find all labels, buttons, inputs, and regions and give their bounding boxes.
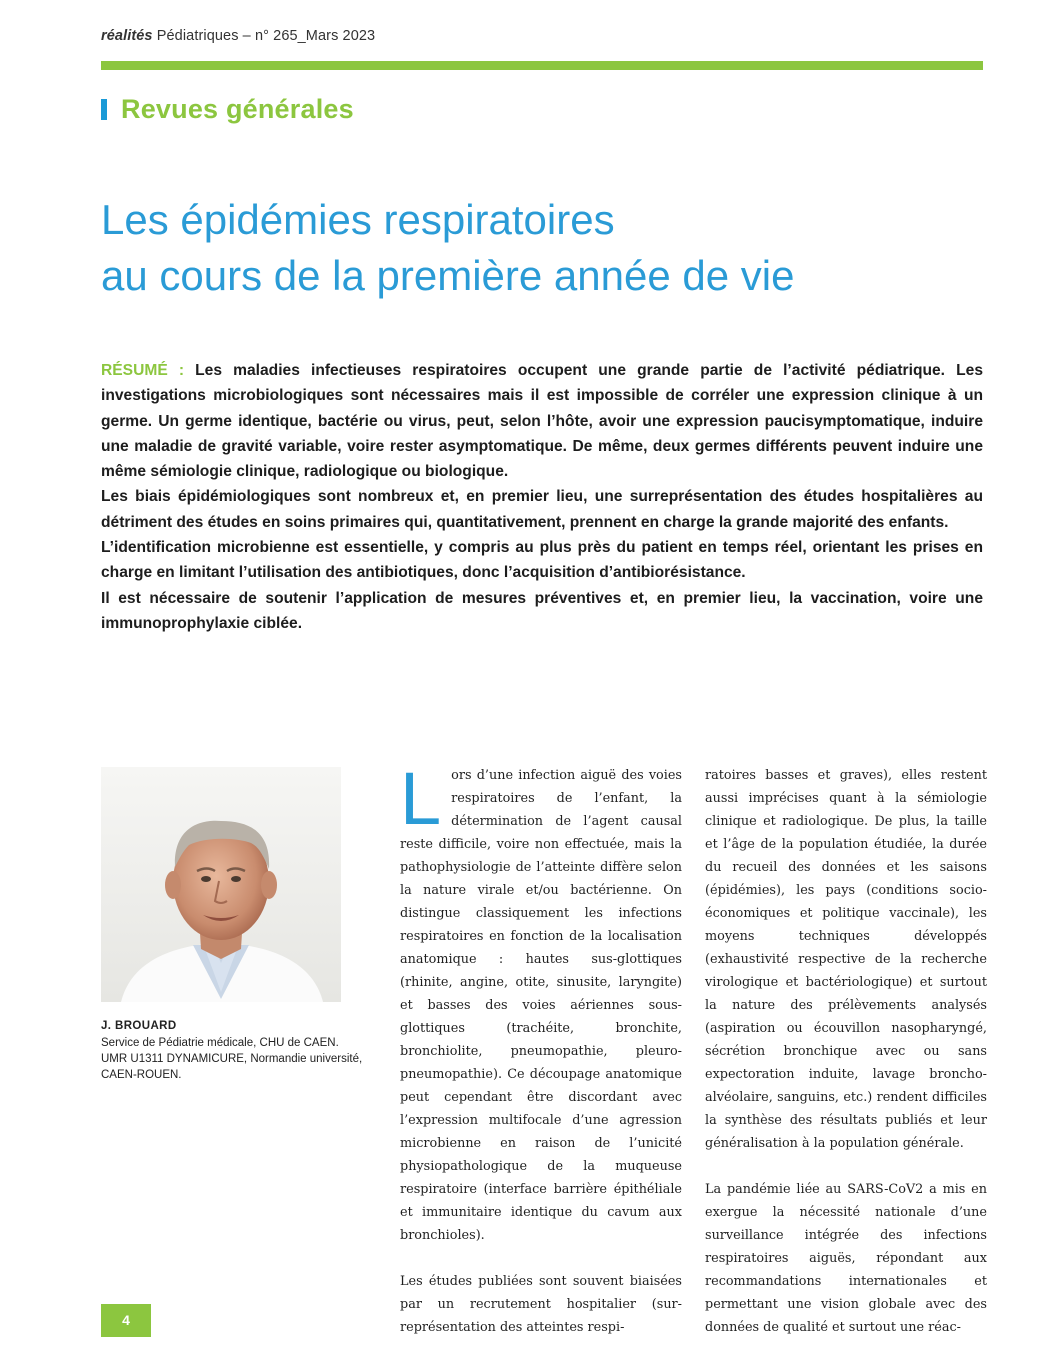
section-title: Revues générales bbox=[121, 94, 354, 124]
drop-cap: L bbox=[400, 757, 442, 840]
journal-brand: réalités bbox=[101, 28, 153, 44]
abstract-paragraph-2: Les biais épidémiologiques sont nombreux et, en premier lieu, une surreprésentation des études hospitalières au détriment des études en soins primaires qui, quantitativement, prennent en charge la grande majorité des enfants. bbox=[101, 488, 983, 531]
author-portrait-image bbox=[101, 767, 341, 1002]
author-photo bbox=[101, 767, 341, 1002]
abstract-label: RÉSUMÉ : bbox=[101, 362, 185, 379]
running-header bbox=[101, 28, 375, 44]
author-affiliation-3: CAEN-ROUEN. bbox=[101, 1069, 182, 1081]
body-column-1 bbox=[400, 757, 682, 1362]
abstract-paragraph-3: L’identification microbienne est essentielle, y compris au plus près du patient en temps réel, orientant les prises en charge en limitant l’utilisation des antibiotiques, donc l’acquisition d’antibiorésistance. bbox=[101, 539, 983, 582]
abstract-paragraph-1 bbox=[101, 358, 983, 484]
abstract-paragraph-4: Il est nécessaire de soutenir l’application de mesures préventives et, en premier lieu, la vaccination, voire une immunoprophylaxie ciblée. bbox=[101, 589, 983, 632]
header-rule bbox=[101, 61, 983, 70]
body-paragraph-3: ratoires basses et graves), elles restent aussi imprécises quant à la sémiologie clinique et radiologique. De plus, la taille et l’âge de la population étudiée, la durée du recueil des données et les saisons (épidémies), les pays (conditions socio-économiques et politique vaccinale), les moyens techniques développés (exhaustivité respective de la recherche virologique et bactériologique) et surtout la nature des prélèvements analysés (aspiration ou écouvillon nasopharyngé, sécrétion bronchique avec ou sans expectoration induite, lavage broncho-alvéolaire, sanguins, etc.) rendent difficiles la synthèse des résultats publiés et leur généralisation à la population générale. bbox=[705, 768, 987, 1151]
body-paragraph-1 bbox=[400, 757, 682, 1247]
journal-issue: Pédiatriques – n° 265_Mars 2023 bbox=[156, 28, 376, 44]
article-title bbox=[101, 192, 981, 304]
page-number: 4 bbox=[122, 1312, 130, 1328]
body-paragraph-4: La pandémie liée au SARS-CoV2 a mis en exergue la nécessité nationale d’une surveillance intégrée des infections respiratoires aiguës, répondant aux recommandations internationales et permettant une vision globale avec des données de qualité et surtout une réac- bbox=[705, 1182, 987, 1335]
abstract-text-1: Les maladies infectieuses respiratoires occupent une grande partie de l’activité pédiatrique. Les investigations microbiologiques sont nécessaires mais il est impossible de corréler une expression clinique à un germe. Un germe identique, bactérie ou virus, peut, selon l’hôte, avoir une expression paucisymptomatique, induire une maladie de gravité variable, voire rester asymptomatique. De même, deux germes différents peuvent induire une même sémiologie clinique, radiologique ou biologique. bbox=[101, 362, 983, 481]
abstract bbox=[101, 358, 983, 636]
body-paragraph-2: Les études publiées sont souvent biaisées par un recrutement hospitalier (sur-représentation des atteintes respi- bbox=[400, 1274, 682, 1335]
section-bar-icon bbox=[101, 99, 107, 120]
body-column-2 bbox=[705, 764, 987, 1362]
body-paragraph-1-text: ors d’une infection aiguë des voies respiratoires de l’enfant, la détermination de l’agent causal reste difficile, voire non effectuée, mais la pathophysiologie de l’atteinte diffère selon la nature virale et/ou bactérienne. On distingue classiquement les infections respiratoires en fonction de la localisation anatomique : hautes sus-glottiques (rhinite, angine, otite, sinusite, laryngite) et basses des voies aériennes sous-glottiques (trachéite, bronchite, bronchiolite, pneumopathie, pleuro-pneumopathie). Ce découpage anatomique peut cependant être discordant avec l’expression multifocale d’une agression microbienne en raison de l’unicité physiopathologique de la muqueuse respiratoire (interface barrière épithéliale et immunitaire identique du cavum aux bronchioles). bbox=[400, 768, 682, 1243]
author-affiliation-2: UMR U1311 DYNAMICURE, Normandie université, bbox=[101, 1053, 363, 1065]
author-info bbox=[101, 1018, 371, 1083]
article-title-line-1: Les épidémies respiratoires bbox=[101, 196, 615, 243]
author-affiliation-1: Service de Pédiatrie médicale, CHU de CAEN. bbox=[101, 1037, 339, 1049]
article-title-line-2: au cours de la première année de vie bbox=[101, 252, 795, 299]
author-name: J. BROUARD bbox=[101, 1020, 177, 1032]
